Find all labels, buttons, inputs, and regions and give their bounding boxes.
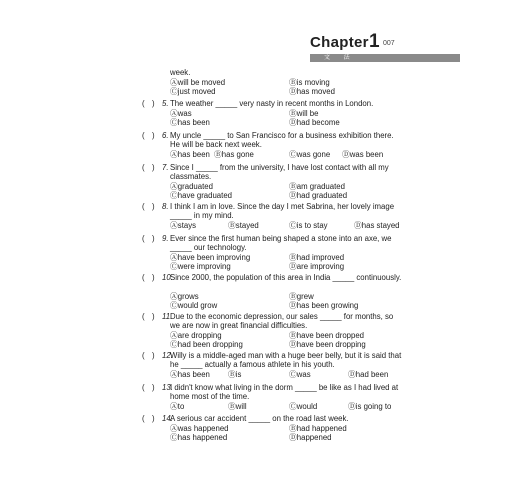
question-number: 9.: [162, 234, 169, 243]
page-number: 007: [383, 40, 395, 47]
option-b: Ⓑis: [228, 370, 242, 379]
answer-blank-close: ): [152, 163, 155, 172]
question-number: 14.: [162, 414, 173, 423]
question-stem: I didn't know what living in the dorm _____ be like as I had lived at home most of the time.: [170, 383, 399, 402]
option-c: Ⓒhad been dropping: [170, 340, 243, 349]
option-d: Ⓓhas stayed: [354, 221, 400, 230]
option-a: Ⓐhave been improving: [170, 253, 251, 262]
option-c: Ⓒwould: [289, 402, 318, 411]
answer-blank-close: ): [152, 99, 155, 108]
option-c: Ⓒwere improving: [170, 262, 231, 271]
option-d: Ⓓhave been dropping: [289, 340, 366, 349]
answer-blank-close: ): [152, 383, 155, 392]
answer-blank-open: (: [142, 202, 145, 211]
option-c: Ⓒhas been: [170, 118, 210, 127]
answer-blank-close: ): [152, 131, 155, 140]
answer-blank-open: (: [142, 312, 145, 321]
option-d: Ⓓhappened: [289, 433, 332, 442]
option-c: Ⓒis to stay: [289, 221, 328, 230]
question-stem: Since 2000, the population of this area in India _____ continuously.: [170, 273, 402, 282]
question-number: 8.: [162, 202, 169, 211]
option-c: Ⓒwould grow: [170, 301, 218, 310]
option-c: Ⓒhave graduated: [170, 191, 232, 200]
option-a: Ⓐhas been: [170, 370, 210, 379]
answer-blank-close: ): [152, 351, 155, 360]
question-stem: Due to the economic depression, our sales _____ for months, so we are now in great financial difficulties.: [170, 312, 394, 331]
question-stem: A serious car accident _____ on the road last week.: [170, 414, 349, 423]
option-b: Ⓑhas gone: [214, 150, 254, 159]
option-a: Ⓐto: [170, 402, 185, 411]
option-d: Ⓓhad become: [289, 118, 340, 127]
question-number: 13.: [162, 383, 173, 392]
question-stem: Since I _____ from the university, I have lost contact with all my classmates.: [170, 163, 389, 182]
answer-blank-open: (: [142, 131, 145, 140]
option-c: Ⓒhas happened: [170, 433, 228, 442]
answer-blank-open: (: [142, 351, 145, 360]
answer-blank-close: ): [152, 312, 155, 321]
answer-blank-open: (: [142, 234, 145, 243]
option-b: Ⓑgrew: [289, 292, 314, 301]
question-number: 6.: [162, 131, 169, 140]
option-d: Ⓓhad been: [348, 370, 389, 379]
answer-blank-open: (: [142, 414, 145, 423]
question-stem: The weather _____ very nasty in recent months in London.: [170, 99, 374, 108]
question-stem: My uncle _____ to San Francisco for a business exhibition there. He will be back next week.: [170, 131, 394, 150]
answer-blank-open: (: [142, 273, 145, 282]
question-number: 12.: [162, 351, 173, 360]
question-number: 5.: [162, 99, 169, 108]
option-d: Ⓓhas moved: [289, 87, 335, 96]
option-a: Ⓐwas: [170, 109, 192, 118]
option-b: Ⓑstayed: [228, 221, 259, 230]
option-d: Ⓓis going to: [348, 402, 392, 411]
chapter-header: [310, 31, 460, 62]
option-a: Ⓐstays: [170, 221, 196, 230]
option-a: Ⓐare dropping: [170, 331, 222, 340]
option-b: Ⓑis moving: [289, 78, 330, 87]
option-d: Ⓓare improving: [289, 262, 345, 271]
option-a: Ⓐwill be moved: [170, 78, 226, 87]
option-b: Ⓑhave been dropped: [289, 331, 364, 340]
answer-blank-open: (: [142, 163, 145, 172]
question-stem: Willy is a middle-aged man with a huge beer belly, but it is said that he _____ actually a famous athlete in his youth.: [170, 351, 402, 370]
option-a: Ⓐhas been: [170, 150, 210, 159]
answer-blank-close: ): [152, 202, 155, 211]
option-b: Ⓑwill be: [289, 109, 319, 118]
question-stem: I think I am in love. Since the day I met Sabrina, her lovely image _____ in my mind.: [170, 202, 395, 221]
option-d: Ⓓhas been growing: [289, 301, 359, 310]
answer-blank-close: ): [152, 273, 155, 282]
chapter-title: Chapter: [310, 34, 369, 51]
option-b: Ⓑhad happened: [289, 424, 347, 433]
option-b: Ⓑam graduated: [289, 182, 345, 191]
option-d: Ⓓhad graduated: [289, 191, 348, 200]
question-number: 11.: [162, 312, 173, 321]
question-number: 10.: [162, 273, 173, 282]
question-stem: week.: [170, 68, 191, 77]
option-b: Ⓑhad improved: [289, 253, 345, 262]
option-a: Ⓐwas happened: [170, 424, 229, 433]
answer-blank-close: ): [152, 234, 155, 243]
option-b: Ⓑwill: [228, 402, 247, 411]
answer-blank-open: (: [142, 383, 145, 392]
option-a: Ⓐgraduated: [170, 182, 213, 191]
chapter-subtitle: 文 法: [324, 55, 356, 61]
option-a: Ⓐgrows: [170, 292, 199, 301]
answer-blank-open: (: [142, 99, 145, 108]
question-stem: Ever since the first human being shaped a stone into an axe, we _____ our technology.: [170, 234, 392, 253]
option-c: Ⓒjust moved: [170, 87, 216, 96]
chapter-number: 1: [369, 31, 380, 52]
answer-blank-close: ): [152, 414, 155, 423]
option-c: Ⓒwas: [289, 370, 311, 379]
question-number: 7.: [162, 163, 169, 172]
option-d: Ⓓwas been: [342, 150, 384, 159]
option-c: Ⓒwas gone: [289, 150, 331, 159]
